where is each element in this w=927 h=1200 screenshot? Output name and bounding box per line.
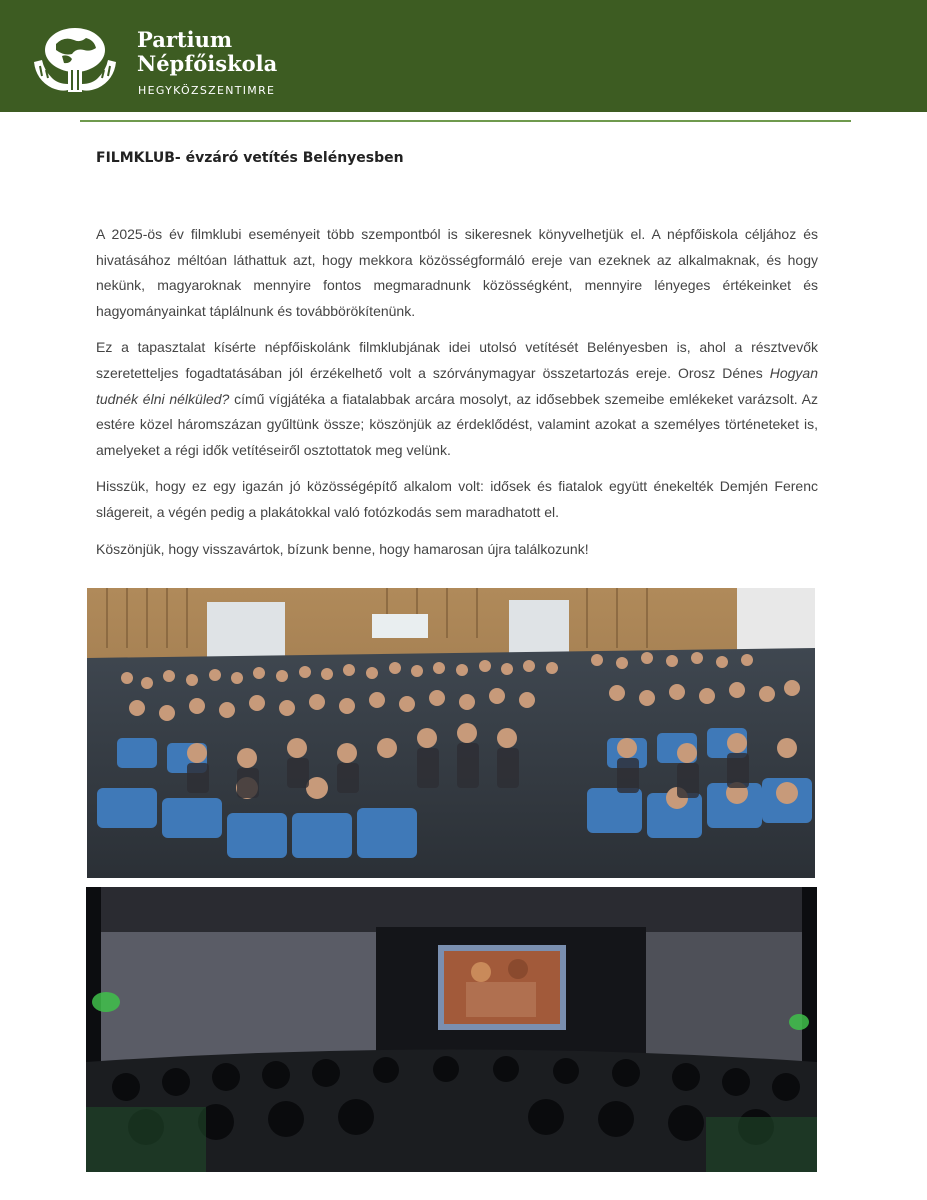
globe-in-hands-icon xyxy=(28,22,122,104)
audience-photo-image xyxy=(87,588,815,878)
header-divider xyxy=(80,120,851,122)
film-title: Hogyan tudnék élni nélküled? xyxy=(96,364,818,407)
paragraph-4: Köszönjük, hogy visszavártok, bízunk benne, hogy hamarosan újra találkozunk! xyxy=(96,540,589,557)
article-title: FILMKLUB- évzáró vetítés Belényesben xyxy=(96,150,404,166)
brand-name-line1: Partium xyxy=(137,27,233,52)
brand-location: HEGYKÖZSZENTIMRE xyxy=(138,84,276,97)
audience-photo xyxy=(87,588,815,878)
screening-photo-image xyxy=(86,887,817,1172)
screening-photo xyxy=(86,887,817,1172)
article-body xyxy=(96,222,818,573)
paragraph-2-text-b: című vígjátéka a fiatalabbak arcára mosolyt, az idősebbek szemeibe emlékeket varázsolt. Az estére közel háromszázan gyűltünk össze; köszönjük az érdeklődést, valamint azokat a személyes történeteket is, amelyeket a régi idők vetítéseiről osztottatok meg velünk. xyxy=(96,390,819,458)
paragraph-2-text-a: Ez a tapasztalat kísérte népfőiskolánk filmklubjának idei utolsó vetítését Belényesben is, ahol a résztvevők szeretetteljes fogadtatásában jól érzékelhető volt a szórványmagyar összetartozás ereje. Orosz Dénes xyxy=(96,339,818,381)
paragraph-1: A 2025-ös év filmklubi eseményeit több szempontból is sikeresnek könyvelhetjük el. A népfőiskola céljához és hivatásához méltóan láthattuk azt, hogy mekkora közösségformáló ereje van ezeknek az alkalmaknak, és hogy nekünk, magyaroknak mennyire fontos megmaradnunk közösségként, mennyire lényeges értékeinket és hagyományainkat táplálnunk és továbbörökítenünk. xyxy=(96,226,818,319)
page-header xyxy=(0,0,927,112)
paragraph-2 xyxy=(96,335,818,463)
paragraph-3: Hisszük, hogy ez egy igazán jó közösségépítő alkalom volt: idősek és fiatalok együtt énekelték Demjén Ferenc slágereit, a végén pedig a plakátokkal való fotózkodás sem maradhatott el. xyxy=(96,478,818,520)
brand-name-line2: Népfőiskola xyxy=(137,51,278,76)
